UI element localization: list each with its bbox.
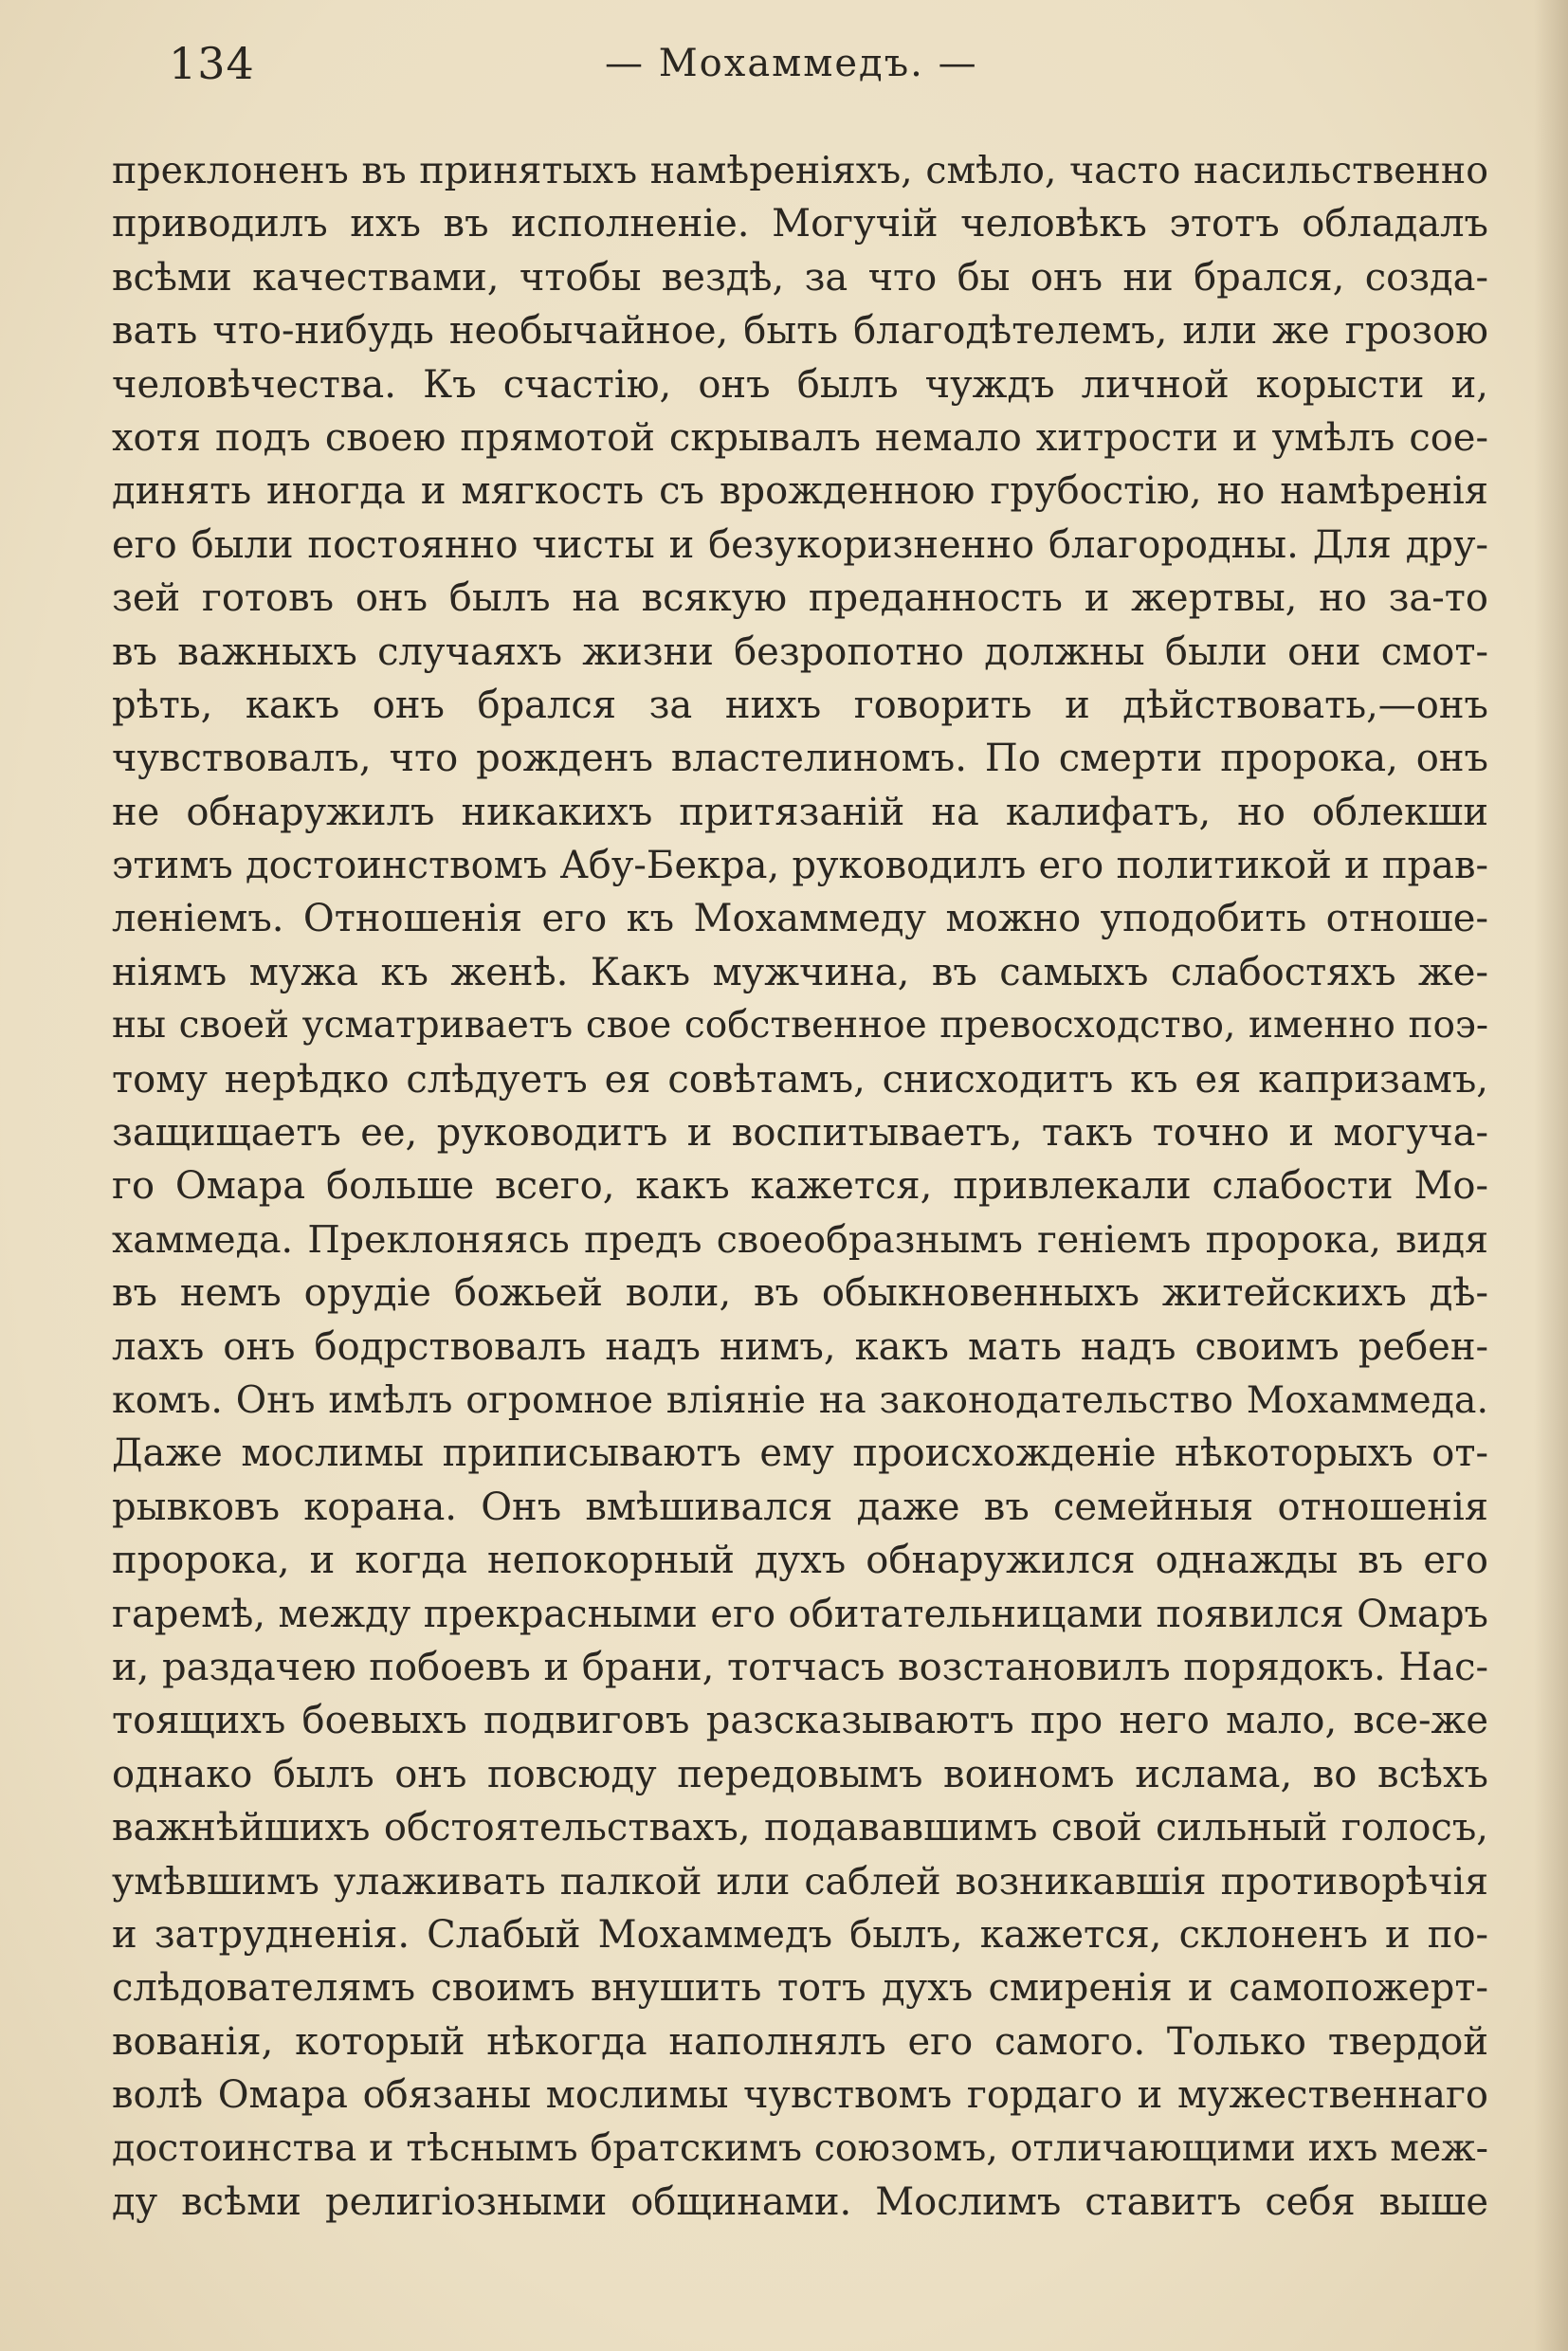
text-line: достоинства и тѣснымъ братскимъ союзомъ, отличающими ихъ меж- xyxy=(112,2126,1488,2171)
text-line: хаммеда. Преклоняясь предъ своеобразнымъ геніемъ пророка, видя xyxy=(112,1217,1488,1262)
text-line: тоящихъ боевыхъ подвиговъ разсказываютъ про него мало, все-же xyxy=(112,1699,1488,1743)
page-gutter-shadow xyxy=(1534,0,1568,2351)
text-line: пророка, и когда непокорный духъ обнаружился однажды въ его xyxy=(112,1539,1488,1583)
text-line: и, раздачею побоевъ и брани, тотчасъ возстановилъ порядокъ. Нас- xyxy=(112,1645,1488,1689)
text-line: леніемъ. Отношенія его къ Мохаммеду можно уподобить отноше- xyxy=(112,897,1488,941)
text-line: ны своей усматриваетъ свое собственное превосходство, именно поэ- xyxy=(112,1004,1488,1048)
text-line: его были постоянно чисты и безукоризненно благородны. Для дру- xyxy=(112,522,1488,567)
text-line: зей готовъ онъ былъ на всякую преданность и жертвы, но за-то xyxy=(112,576,1488,621)
page-header xyxy=(112,38,1496,104)
text-line: хотя подъ своею прямотой скрывалъ немало хитрости и умѣлъ сое- xyxy=(112,415,1488,460)
text-line: го Омара больше всего, какъ кажется, привлекали слабости Мо- xyxy=(112,1164,1488,1209)
text-line: тому нерѣдко слѣдуетъ ея совѣтамъ, снисходитъ къ ея капризамъ, xyxy=(112,1057,1488,1102)
page-number: 134 xyxy=(169,38,255,89)
text-line: всѣми качествами, чтобы вездѣ, за что бы онъ ни брался, созда- xyxy=(112,255,1488,300)
text-line: Даже мослимы приписываютъ ему происхожденіе нѣкоторыхъ от- xyxy=(112,1431,1488,1476)
text-line: умѣвшимъ улаживать палкой или саблей возникавшія противорѣчія xyxy=(112,1859,1488,1904)
text-line: ду всѣми религіозными общинами. Мослимъ ставитъ себя выше xyxy=(112,2179,1488,2224)
text-line: чувствовалъ, что рожденъ властелиномъ. По смерти пророка, онъ xyxy=(112,737,1488,781)
text-line: защищаетъ ее, руководитъ и воспитываетъ, такъ точно и могуча- xyxy=(112,1111,1488,1156)
body-text xyxy=(112,144,1488,2229)
text-line: и затрудненія. Слабый Мохаммедъ былъ, кажется, склоненъ и по- xyxy=(112,1912,1488,1957)
text-line: лахъ онъ бодрствовалъ надъ нимъ, какъ мать надъ своимъ ребен- xyxy=(112,1324,1488,1369)
text-line: человѣчества. Къ счастію, онъ былъ чуждъ личной корысти и, xyxy=(112,362,1488,407)
text-line: ніямъ мужа къ женѣ. Какъ мужчина, въ самыхъ слабостяхъ же- xyxy=(112,950,1488,994)
text-line: преклоненъ въ принятыхъ намѣреніяхъ, смѣло, часто насильственно xyxy=(112,149,1488,192)
text-line: рѣть, какъ онъ брался за нихъ говорить и дѣйствовать,—онъ xyxy=(112,683,1488,727)
text-line: вать что-нибудь необычайное, быть благодѣтелемъ, или же грозою xyxy=(112,309,1488,354)
text-line: не обнаружилъ никакихъ притязаній на калифатъ, но облекши xyxy=(112,790,1488,834)
text-line: слѣдователямъ своимъ внушить тотъ духъ смиренія и самопожерт- xyxy=(112,1966,1488,2011)
text-line: вованія, который нѣкогда наполнялъ его самого. Только твердой xyxy=(112,2019,1488,2064)
text-line: въ важныхъ случаяхъ жизни безропотно должны были они смот- xyxy=(112,629,1488,674)
running-head: — Мохаммедъ. — xyxy=(605,42,978,85)
text-line: гаремѣ, между прекрасными его обитательницами появился Омаръ xyxy=(112,1592,1488,1636)
text-line: этимъ достоинствомъ Абу-Бекра, руководилъ его политикой и прав- xyxy=(112,844,1488,888)
text-line: динять иногда и мягкость съ врожденною грубостію, но намѣренія xyxy=(112,469,1488,514)
text-line: въ немъ орудіе божьей воли, въ обыкновенныхъ житейскихъ дѣ- xyxy=(112,1271,1488,1316)
text-line: рывковъ корана. Онъ вмѣшивался даже въ семейныя отношенія xyxy=(112,1485,1488,1529)
text-line: комъ. Онъ имѣлъ огромное вліяніе на законодательство Мохаммеда. xyxy=(112,1377,1488,1422)
text-line: важнѣйшихъ обстоятельствахъ, подававшимъ свой сильный голосъ, xyxy=(112,1806,1488,1850)
text-line: однако былъ онъ повсюду передовымъ воиномъ ислама, во всѣхъ xyxy=(112,1752,1488,1796)
text-line: волѣ Омара обязаны мослимы чувствомъ гордаго и мужественнаго xyxy=(112,2073,1488,2118)
text-line: приводилъ ихъ въ исполненіе. Могучій человѣкъ этотъ обладалъ xyxy=(112,202,1488,246)
